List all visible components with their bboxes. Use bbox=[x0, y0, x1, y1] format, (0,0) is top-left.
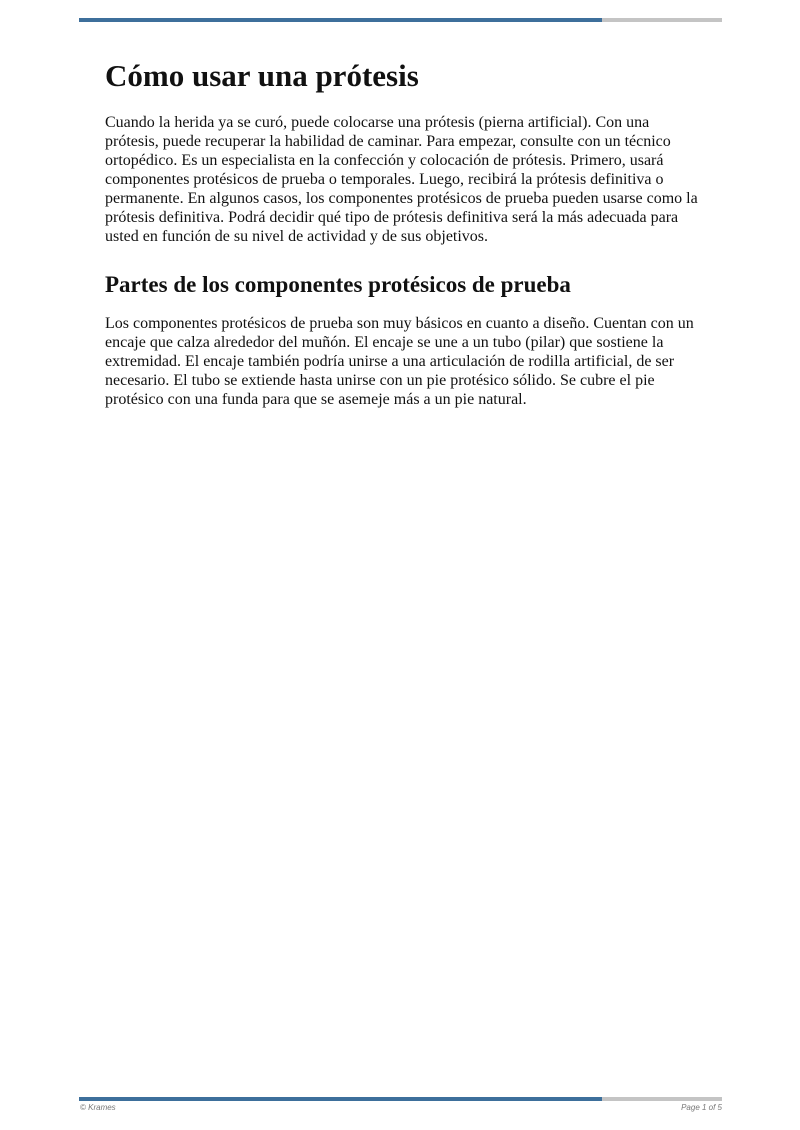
bottom-accent-bar-blue bbox=[79, 1097, 602, 1101]
section-heading: Partes de los componentes protésicos de prueba bbox=[105, 272, 571, 297]
footer-page-indicator: Page 1 of 5 bbox=[681, 1103, 722, 1112]
footer-copyright: © Krames bbox=[80, 1103, 116, 1112]
top-accent-bar-gray bbox=[602, 18, 722, 22]
page-title: Cómo usar una prótesis bbox=[105, 58, 419, 93]
document-content bbox=[105, 56, 705, 409]
section-paragraph: Los componentes protésicos de prueba son muy básicos en cuanto a diseño. Cuentan con un encaje que calza alrededor del muñón. El encaje se une a un tubo (pilar) que sostiene la extremidad. El encaje también podría unirse a una articulación de rodilla artificial, de ser necesario. El tubo se extiende hasta unirse con un pie protésico sólido. Se cubre el pie protésico con una funda para que se asemeje más a un pie natural. bbox=[105, 315, 694, 408]
bottom-accent-bar-gray bbox=[602, 1097, 722, 1101]
bottom-accent-bar bbox=[79, 1097, 722, 1101]
intro-paragraph: Cuando la herida ya se curó, puede colocarse una prótesis (pierna artificial). Con una prótesis, puede recuperar la habilidad de caminar. Para empezar, consulte con un técnico ortopédico. Es un especialista en la confección y colocación de prótesis. Primero, usará componentes protésicos de prueba o temporales. Luego, recibirá la prótesis definitiva o permanente. En algunos casos, los componentes protésicos de prueba pueden usarse como la prótesis definitiva. Podrá decidir qué tipo de prótesis definitiva será la más adecuada para usted en función de su nivel de actividad y de sus objetivos. bbox=[105, 114, 698, 245]
top-accent-bar-blue bbox=[79, 18, 602, 22]
top-accent-bar bbox=[79, 18, 722, 22]
